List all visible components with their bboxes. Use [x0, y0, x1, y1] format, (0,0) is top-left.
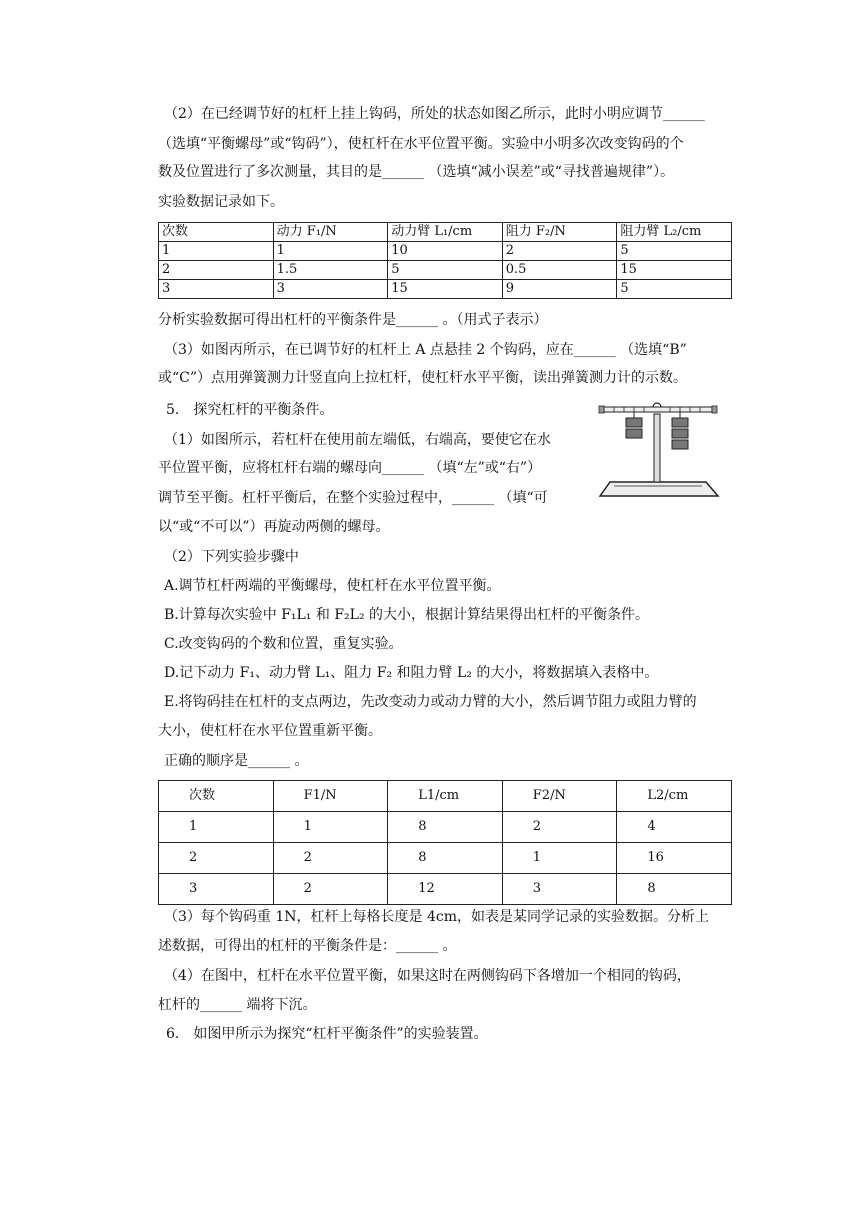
- q5-part2-intro: （2）下列实验步骤中: [164, 549, 299, 565]
- header-cell: 阻力臂 L₂/cm: [617, 223, 732, 242]
- table-cell: 1: [273, 812, 388, 843]
- table-row: [159, 874, 732, 905]
- table-cell: 3: [502, 874, 617, 905]
- right-weight: [672, 440, 688, 449]
- header-cell: L2/cm: [617, 781, 732, 812]
- header-cell: 动力 F₁/N: [273, 223, 388, 242]
- header-cell: 次数: [159, 781, 274, 812]
- q4-part2-line4: 实验数据记录如下。: [158, 194, 284, 210]
- header-cell: 阻力 F₂/N: [502, 223, 617, 242]
- q5-step-c: C.改变钩码的个数和位置，重复实验。: [164, 636, 403, 652]
- table-cell: 2: [159, 261, 274, 280]
- q5-part4-line2: 杠杆的______ 端将下沉。: [158, 997, 317, 1013]
- table-cell: 1: [273, 242, 388, 261]
- table-cell: 4: [617, 812, 732, 843]
- table-cell: 10: [388, 242, 503, 261]
- header-cell: L1/cm: [388, 781, 503, 812]
- table-cell: 2: [159, 843, 274, 874]
- table-row: [159, 261, 732, 280]
- lever-stand: [654, 414, 660, 482]
- header-cell: F2/N: [502, 781, 617, 812]
- table-cell: 2: [502, 812, 617, 843]
- table-cell: 0.5: [502, 261, 617, 280]
- lever-bar: [604, 407, 712, 412]
- q5-step-d: D.记下动力 F₁、动力臂 L₁、阻力 F₂ 和阻力臂 L₂ 的大小，将数据填入表格中。: [164, 665, 659, 681]
- q5-step-a: A.调节杠杆两端的平衡螺母，使杠杆在水平位置平衡。: [164, 578, 501, 594]
- table-cell: 15: [388, 280, 503, 299]
- q5-step-b: B.计算每次实验中 F₁L₁ 和 F₂L₂ 的大小，根据计算结果得出杠杆的平衡条件。: [164, 607, 650, 623]
- q5-data-table: [158, 780, 732, 905]
- table-cell: 15: [617, 261, 732, 280]
- header-cell: F1/N: [273, 781, 388, 812]
- q5-order-question: 正确的顺序是______ 。: [164, 753, 309, 769]
- q5-part4-line1: （4）在图中，杠杆在水平位置平衡，如果这时在两侧钩码下各增加一个相同的钩码，: [164, 968, 691, 984]
- lever-base: [600, 482, 718, 496]
- table-cell: 16: [617, 843, 732, 874]
- q4-part3-line1: （3）如图丙所示，在已调节好的杠杆上 A 点悬挂 2 个钩码，应在______ （选填“B”: [164, 342, 687, 358]
- table-cell: 1: [159, 242, 274, 261]
- q4-analysis: 分析实验数据可得出杠杆的平衡条件是______ 。（用式子表示）: [158, 312, 548, 328]
- header-cell: 次数: [159, 223, 274, 242]
- table-cell: 1.5: [273, 261, 388, 280]
- table-cell: 2: [502, 242, 617, 261]
- table-cell: 8: [388, 812, 503, 843]
- left-weight: [626, 418, 642, 427]
- q4-data-table: [158, 222, 732, 299]
- table-cell: 3: [159, 280, 274, 299]
- table-cell: 2: [273, 874, 388, 905]
- q5-title: 5. 探究杠杆的平衡条件。: [166, 402, 334, 418]
- table-header-row: [159, 781, 732, 812]
- q4-part3-line2: 或“C”）点用弹簧测力计竖直向上拉杠杆，使杠杆水平平衡，读出弹簧测力计的示数。: [158, 370, 688, 386]
- q5-part1-line4: 以“或“不可以”）再旋动两侧的螺母。: [158, 519, 390, 535]
- table-cell: 8: [617, 874, 732, 905]
- table-row: [159, 843, 732, 874]
- table-row: [159, 280, 732, 299]
- table-cell: 2: [273, 843, 388, 874]
- table-cell: 3: [273, 280, 388, 299]
- right-balance-nut: [712, 406, 717, 413]
- q5-part1-line3: 调节至平衡。杠杆平衡后，在整个实验过程中，______ （填“可: [158, 490, 548, 506]
- q5-part1-line2: 平位置平衡，应将杠杆右端的螺母向______ （填“左”或“右”）: [158, 460, 542, 476]
- q5-part3-line1: （3）每个钩码重 1N，杠杆上每格长度是 4cm，如表是某同学记录的实验数据。分析上: [164, 909, 709, 925]
- table-cell: 9: [502, 280, 617, 299]
- table-cell: 3: [159, 874, 274, 905]
- q5-part1-line1: （1）如图所示，若杠杆在使用前左端低，右端高，要使它在水: [164, 432, 551, 448]
- q5-part3-line2: 述数据，可得出的杠杆的平衡条件是：______ 。: [158, 938, 457, 954]
- q4-part2-line3: 数及位置进行了多次测量，其目的是______ （选填“减小误差”或“寻找普遍规律”）。: [158, 164, 675, 180]
- table-cell: 1: [502, 843, 617, 874]
- table-cell: 5: [617, 280, 732, 299]
- right-weight: [672, 418, 688, 427]
- header-cell: 动力臂 L₁/cm: [388, 223, 503, 242]
- right-weight: [672, 429, 688, 438]
- table-cell: 8: [388, 843, 503, 874]
- lever-apparatus-figure: [596, 400, 720, 500]
- left-weight: [626, 429, 642, 438]
- table-cell: 12: [388, 874, 503, 905]
- table-cell: 5: [617, 242, 732, 261]
- table-header-row: [159, 223, 732, 242]
- q5-step-e-line2: 大小，使杠杆在水平位置重新平衡。: [158, 723, 382, 739]
- table-cell: 5: [388, 261, 503, 280]
- q5-step-e-line1: E.将钩码挂在杠杆的支点两边，先改变动力或动力臂的大小，然后调节阻力或阻力臂的: [164, 694, 697, 710]
- q4-part2-line1: （2）在已经调节好的杠杆上挂上钩码，所处的状态如图乙所示，此时小明应调节______: [164, 106, 705, 122]
- table-row: [159, 812, 732, 843]
- table-row: [159, 242, 732, 261]
- q4-part2-line2: （选填“平衡螺母”或“钩码”），使杠杆在水平位置平衡。实验中小明多次改变钩码的个: [158, 136, 684, 152]
- left-balance-nut: [599, 406, 604, 413]
- table-cell: 1: [159, 812, 274, 843]
- q6-title: 6. 如图甲所示为探究“杠杆平衡条件”的实验装置。: [166, 1026, 488, 1042]
